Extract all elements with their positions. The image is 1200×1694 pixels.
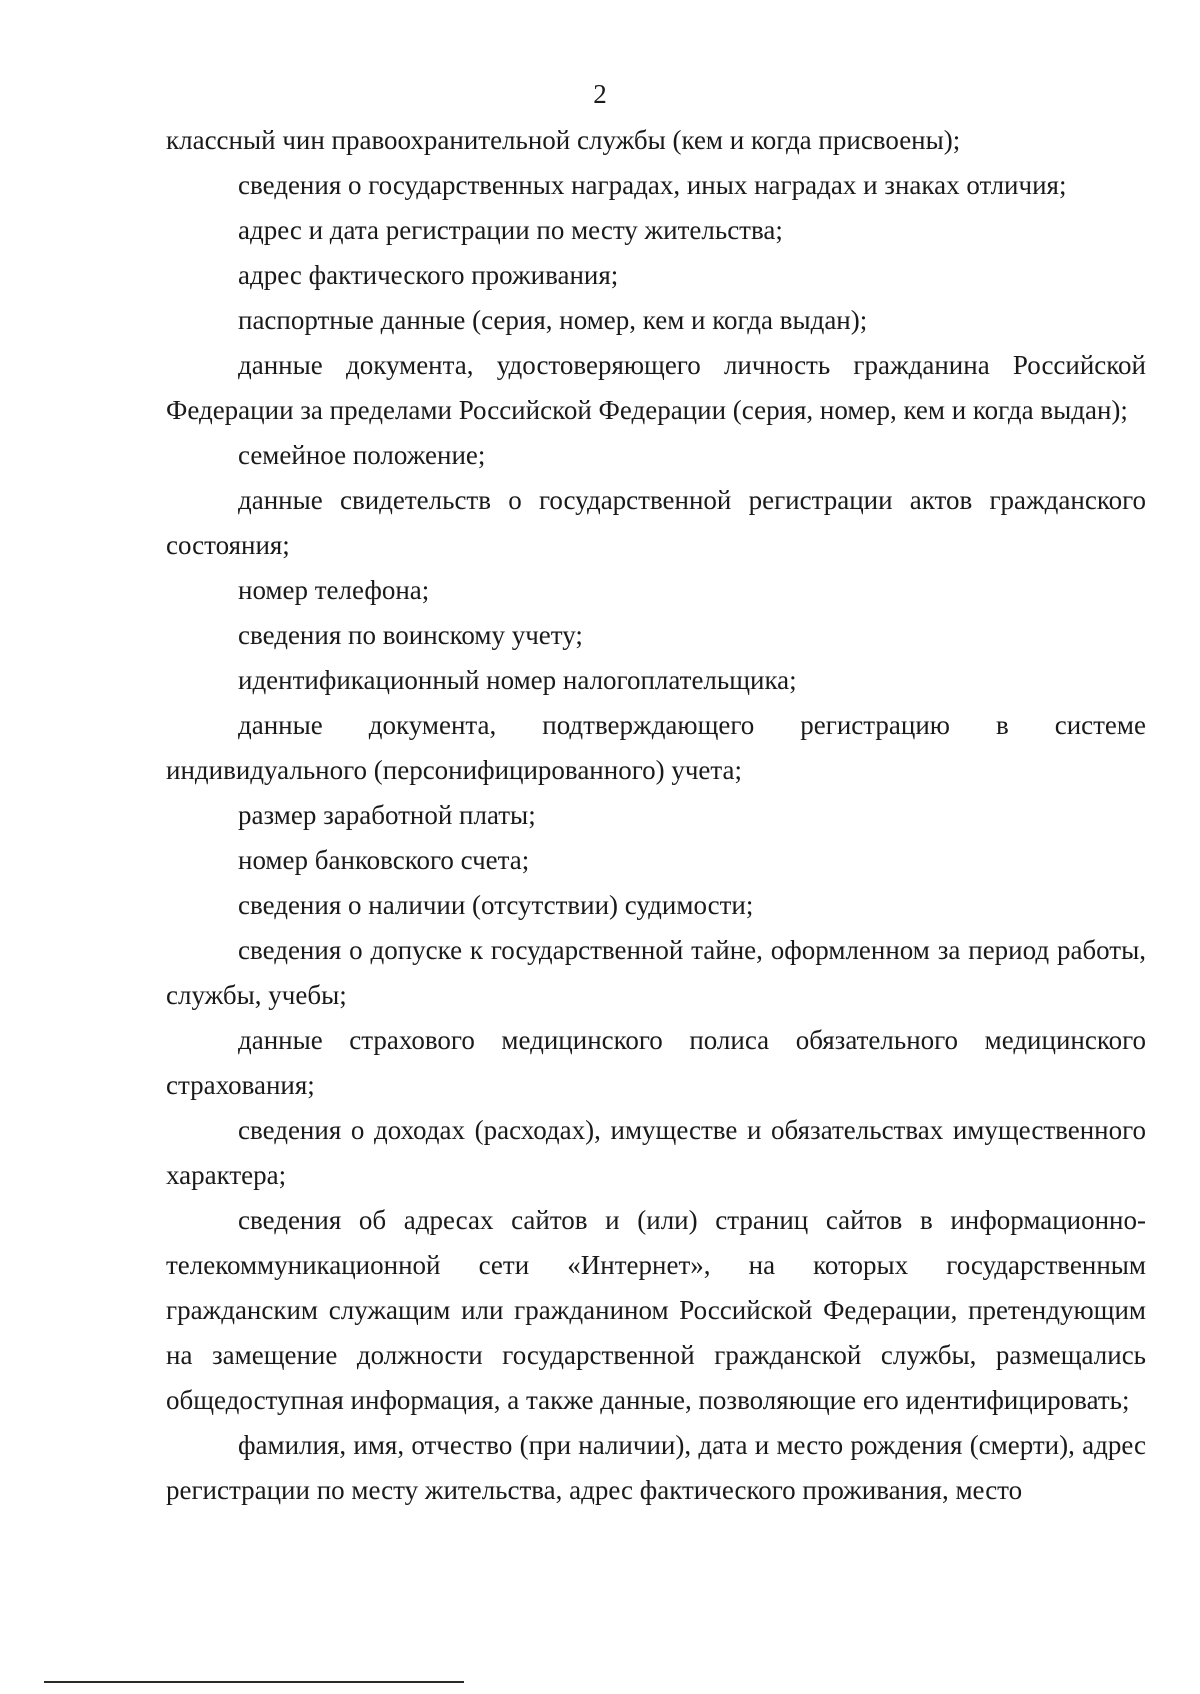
list-item: адрес и дата регистрации по месту жительства;	[238, 215, 783, 245]
page-number: 2	[593, 79, 607, 109]
list-item: номер банковского счета;	[238, 845, 530, 875]
list-item: сведения по воинскому учету;	[238, 620, 583, 650]
list-item: сведения о государственных наградах, иных наградах и знаках отличия;	[238, 170, 1067, 200]
list-item: паспортные данные (серия, номер, кем и когда выдан);	[238, 305, 868, 335]
page-bottom-rule	[44, 1681, 464, 1683]
list-item: данные страхового медицинского полиса обязательного медицинского страхования;	[166, 1025, 1146, 1100]
list-item: фамилия, имя, отчество (при наличии), дата и место рождения (смерти), адрес регистрации по месту жительства, адрес фактического проживания, место	[166, 1430, 1146, 1505]
list-item: адрес фактического проживания;	[238, 260, 619, 290]
list-item: сведения о доходах (расходах), имуществе и обязательствах имущественного характера;	[166, 1115, 1146, 1190]
list-item: идентификационный номер налогоплательщика;	[238, 665, 797, 695]
list-item: сведения о допуске к государственной тайне, оформленном за период работы, службы, учебы;	[166, 935, 1146, 1010]
list-item: данные свидетельств о государственной регистрации актов гражданского состояния;	[166, 485, 1146, 560]
list-item: сведения об адресах сайтов и (или) страниц сайтов в информационно-телекоммуникационной сети «Интернет», на которых государственным гражданским служащим или гражданином Российской Федерации, претендующим на замещение должности государственной гражданской службы, размещались общедоступная информация, а также данные, позволяющие его идентифицировать;	[166, 1205, 1146, 1415]
list-item: семейное положение;	[238, 440, 486, 470]
list-item: размер заработной платы;	[238, 800, 536, 830]
list-item: данные документа, подтверждающего регистрацию в системе индивидуального (персонифицированного) учета;	[166, 710, 1146, 785]
list-item: номер телефона;	[238, 575, 430, 605]
list-item: данные документа, удостоверяющего личность гражданина Российской Федерации за пределами Российской Федерации (серия, номер, кем и когда выдан);	[166, 350, 1146, 425]
list-item: сведения о наличии (отсутствии) судимости;	[238, 890, 754, 920]
document-body	[166, 118, 1146, 1513]
list-item: классный чин правоохранительной службы (кем и когда присвоены);	[166, 125, 961, 155]
